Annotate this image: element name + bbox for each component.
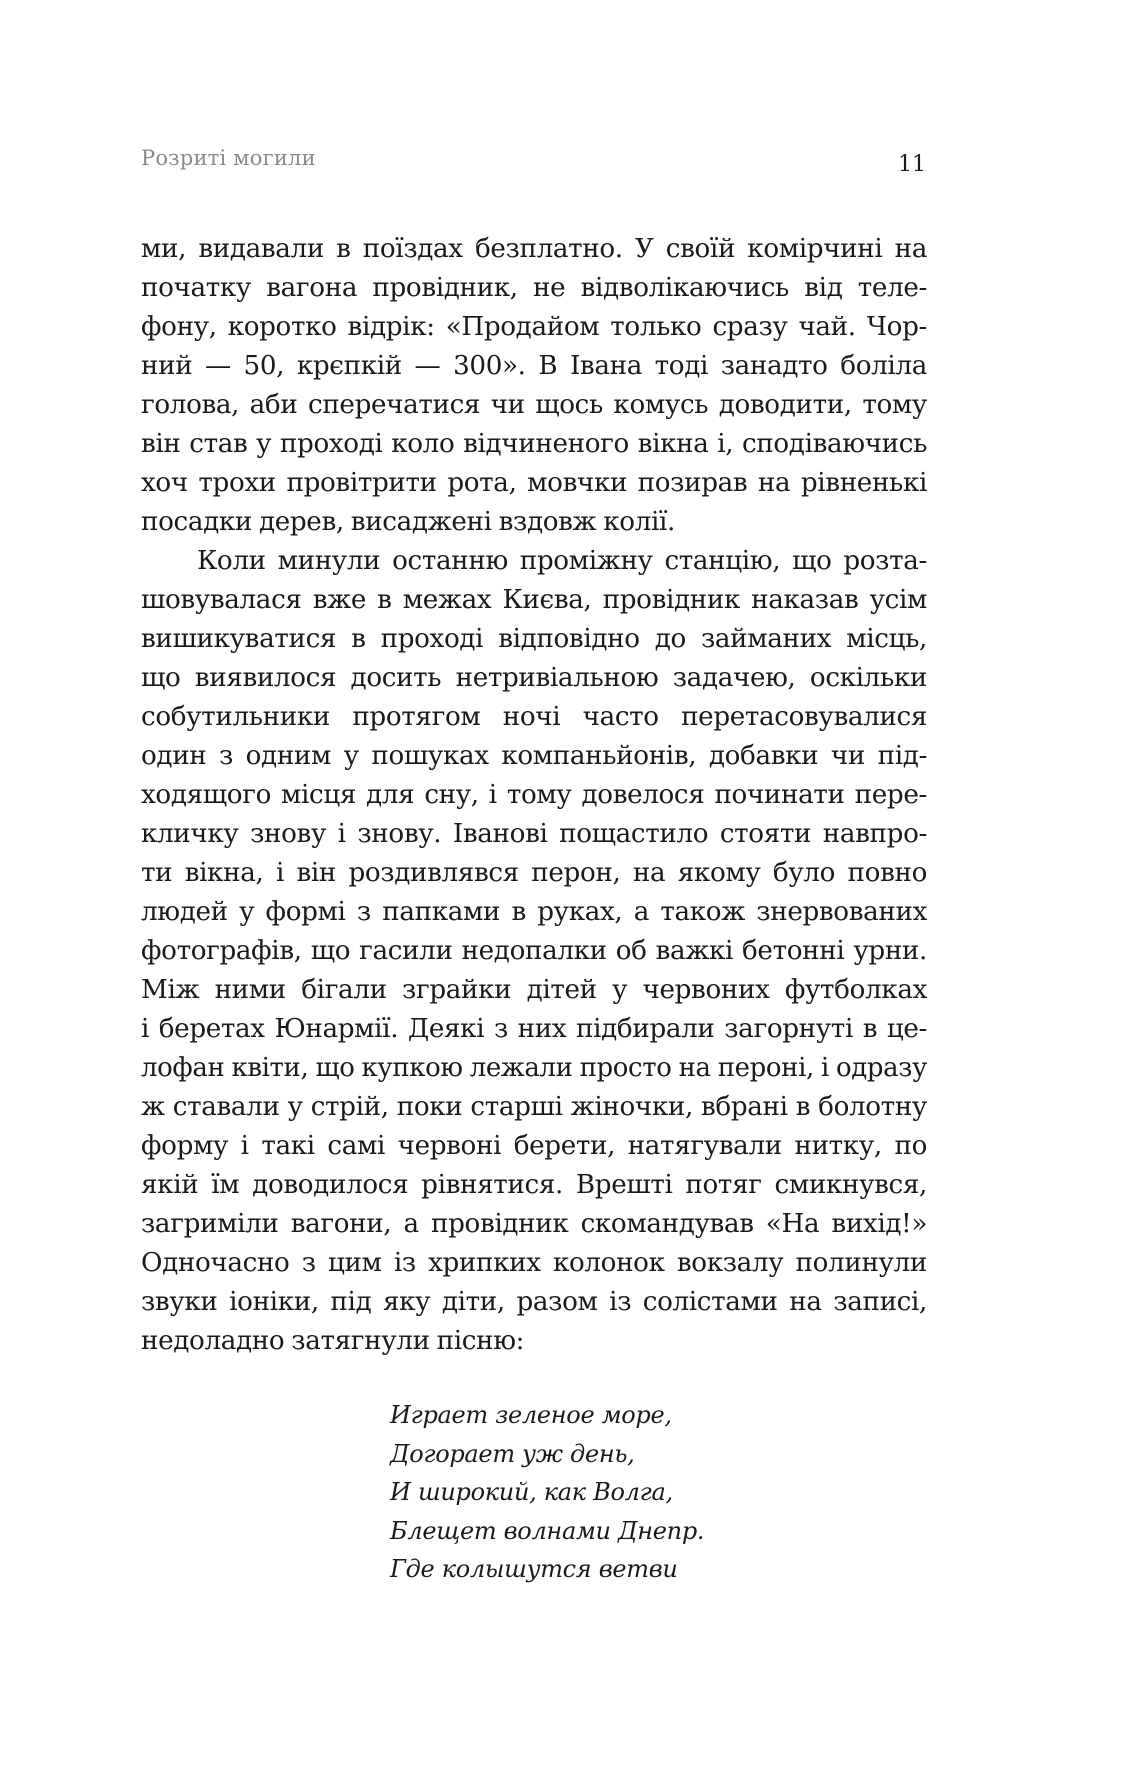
- text-line: ми, видавали в поїздах безплатно. У своїй комірчині на: [141, 234, 927, 264]
- poem-line: Блещет волнами Днепр.: [390, 1516, 705, 1545]
- text-line: що виявилося досить нетривіальною задачею, оскільки: [141, 663, 927, 693]
- paragraph-1: [141, 230, 927, 542]
- poem-line: Где колышутся ветви: [390, 1555, 678, 1583]
- text-line: фотографів, що гасили недопалки об важкі бетонні урни.: [141, 936, 927, 966]
- text-line: ний — 50, крєпкій — 300». В Івана тоді занадто боліла: [141, 351, 927, 381]
- page-number: 11: [898, 152, 926, 177]
- poem-verse: [390, 1396, 704, 1589]
- text-line: ти вікна, і він роздивлявся перон, на якому було повно: [141, 858, 927, 888]
- text-line: собутильники протягом ночі часто перетасовувалися: [141, 702, 927, 732]
- text-line: початку вагона провідник, не відволікаючись від теле-: [141, 273, 927, 303]
- text-line: шовувалася вже в межах Києва, провідник наказав усім: [141, 585, 927, 615]
- text-line: і беретах Юнармії. Деякі з них підбирали загорнуті в це-: [141, 1014, 927, 1044]
- text-line: якій їм доводилося рівнятися. Врешті потяг смикнувся,: [141, 1170, 927, 1200]
- poem-line: Догорает уж день,: [390, 1439, 635, 1468]
- text-line: кличку знову і знову. Іванові пощастило стояти навпро-: [141, 819, 927, 849]
- text-line: ж ставали у стрій, поки старші жіночки, вбрані в болотну: [141, 1092, 927, 1122]
- text-line: загриміли вагони, а провідник скомандував «На вихід!»: [141, 1209, 927, 1239]
- text-line: він став у проході коло відчиненого вікна і, сподіваючись: [141, 429, 927, 459]
- text-line: недоладно затягнули пісню:: [141, 1326, 525, 1356]
- body-text: [141, 230, 927, 1361]
- text-line: посадки дерев, висаджені вздовж колії.: [141, 507, 676, 537]
- text-line: форму і такі самі червоні берети, натягували нитку, по: [141, 1131, 927, 1161]
- running-title: Розриті могили: [141, 146, 316, 170]
- poem-line: Играет зеленое море,: [390, 1401, 672, 1429]
- text-line: Між ними бігали зграйки дітей у червоних футболках: [141, 975, 927, 1005]
- text-line: Коли минули останню проміжну станцію, що розта-: [197, 546, 927, 576]
- text-line: голова, аби сперечатися чи щось комусь доводити, тому: [141, 390, 927, 420]
- text-line: хоч трохи провітрити рота, мовчки позирав на рівненькі: [141, 468, 927, 498]
- text-line: звуки іоніки, під яку діти, разом із солістами на записі,: [141, 1287, 927, 1317]
- poem-line: И широкий, как Волга,: [390, 1478, 673, 1506]
- text-line: Одночасно з цим із хрипких колонок вокзалу полинули: [141, 1248, 927, 1278]
- text-line: вишикуватися в проході відповідно до займаних місць,: [141, 624, 927, 654]
- text-line: лофан квіти, що купкою лежали просто на пероні, і одразу: [141, 1053, 927, 1083]
- text-line: ходящого місця для сну, і тому довелося починати пере-: [141, 780, 927, 810]
- text-line: людей у формі з папками в руках, а також знервованих: [141, 897, 927, 927]
- paragraph-2: [141, 542, 927, 1361]
- text-line: фону, коротко відрік: «Продайом только сразу чай. Чор-: [141, 312, 927, 342]
- text-line: один з одним у пошуках компаньйонів, добавки чи під-: [141, 741, 927, 771]
